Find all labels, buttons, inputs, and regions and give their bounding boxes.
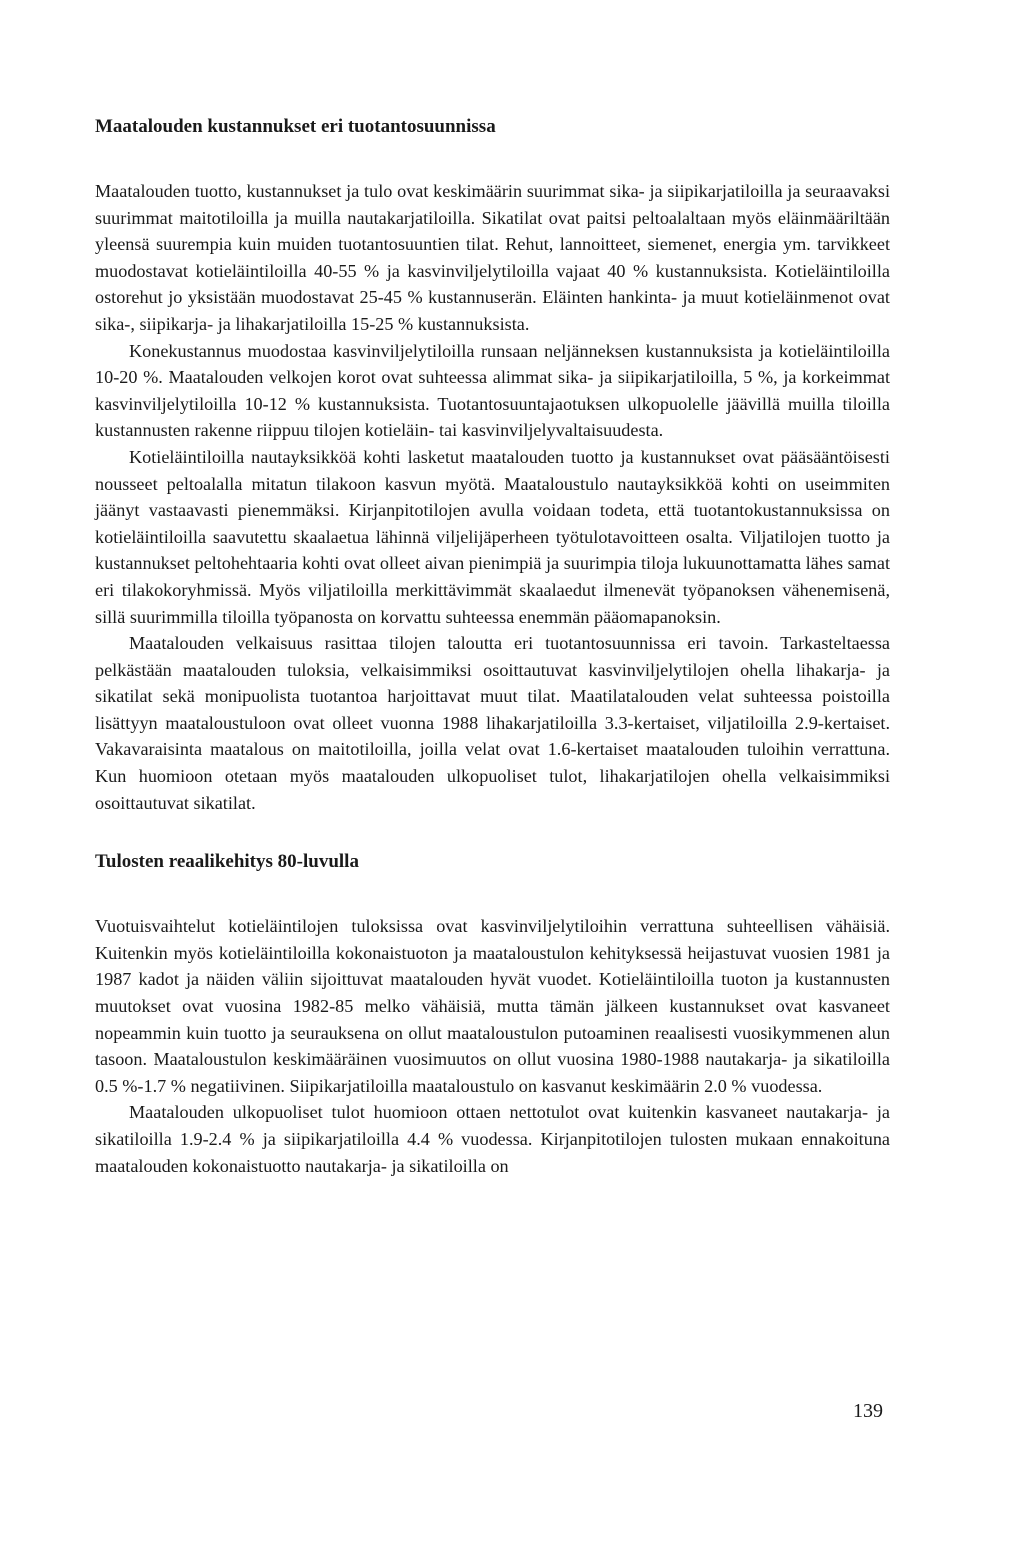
paragraph-costs-4: Maatalouden velkaisuus rasittaa tilojen taloutta eri tuotantosuunnissa eri tavoin. Tarkasteltaessa pelkästään maatalouden tuloksia, velkaisimmiksi osoittautuvat kasvinviljelytilojen ohella lihakarja- ja sikatilat sekä monipuolista tuotantoa harjoittavat muut tilat. Maatilatalouden velat suhteessa poistoilla lisättyyn maataloustuloon ovat olleet vuonna 1988 lihakarjatiloilla 3.3-kertaiset, viljatiloilla 2.9-kertaiset. Vakavaraisinta maatalous on maitotiloilla, joilla velat ovat 1.6-kertaiset maatalouden tuloihin verrattuna. Kun huomioon otetaan myös maatalouden ulkopuoliset tulot, lihakarjatilojen ohella velkaisimmiksi osoittautuvat sikatilat. xyxy=(95,633,890,813)
page-number: 139 xyxy=(853,1400,883,1422)
section-title-costs: Maatalouden kustannukset eri tuotantosuunnissa xyxy=(95,116,496,137)
section-title-real-development: Tulosten reaalikehitys 80-luvulla xyxy=(95,851,359,873)
paragraph-costs-3: Kotieläintiloilla nautayksikköä kohti lasketut maatalouden tuotto ja kustannukset ovat pääsääntöisesti nousseet peltoalalla mitatun tilakoon kasvun myötä. Maataloustulo nautayksikköä kohti on useimmiten jäänyt vastaavasti pienemmäksi. Kirjanpitotilojen avulla voidaan todeta, että tuotantokustannuksissa on kotieläintiloilla saavutettu skaalaetua lähinnä viljelijäperheen työtulotavoitteen osalta. Viljatilojen tuotto ja kustannukset peltohehtaaria kohti ovat olleet aivan pienimpiä ja suurimpia tiloja lukuunottamatta lähes samat eri tilakokoryhmissä. Myös viljatiloilla merkittävimmät skaalaedut ilmenevät työpanoksen vähenemisenä, sillä suurimmilla tiloilla työpanosta on korvattu suhteessa enemmän pääomapanoksin. xyxy=(95,446,890,627)
document-page xyxy=(95,112,890,1179)
paragraph-costs-2: Konekustannus muodostaa kasvinviljelytiloilla runsaan neljänneksen kustannuksista ja kotieläintiloilla 10-20 %. Maatalouden velkojen korot ovat suhteessa alimmat sika- ja siipikarjatiloilla, 5 %, ja korkeimmat kasvinviljelytiloilla 10-12 % kustannuksista. Tuotantosuuntajaotuksen ulkopuolelle jäävillä muilla tiloilla kustannusten rakenne riippuu tilojen kotieläin- tai kasvinviljelyvaltaisuudesta. xyxy=(95,340,890,441)
paragraph-development-1: Vuotuisvaihtelut kotieläintilojen tuloksissa ovat kasvinviljelytiloihin verrattuna suhteellisen vähäisiä. Kuitenkin myös kotieläintiloilla kokonaistuoton ja maataloustulon kehityksessä heijastuvat vuosien 1981 ja 1987 kadot ja näiden väliin sijoittuvat maatalouden hyvät vuodet. Kotieläintiloilla tuoton ja kustannusten muutokset ovat vuosina 1982-85 melko vähäisiä, mutta tämän jälkeen kustannukset ovat kasvaneet nopeammin kuin tuotto ja seurauksena on ollut maataloustulon putoaminen reaalisesti vuosikymmenen alun tasoon. Maataloustulon keskimääräinen vuosimuutos on ollut vuosina 1980-1988 nautakarja- ja sikatiloilla 0.5 %-1.7 % negatiivinen. Siipikarjatiloilla maataloustulo on kasvanut keskimäärin 2.0 % vuodessa. xyxy=(95,916,890,1096)
paragraph-costs-1: Maatalouden tuotto, kustannukset ja tulo ovat keskimäärin suurimmat sika- ja siipikarjatiloilla ja seuraavaksi suurimmat maitotiloilla ja muilla nautakarjatiloilla. Sikatilat ovat paitsi peltoalaltaan myös eläinmääriltään yleensä suurempia kuin muiden tuotantosuuntien tilat. Rehut, lannoitteet, siemenet, energia ym. tarvikkeet muodostavat kotieläintiloilla 40-55 % ja kasvinviljelytiloilla vajaat 40 % kustannuksista. Kotieläintiloilla ostorehut jo yksistään muodostavat 25-45 % kustannuserän. Eläinten hankinta- ja muut kotieläinmenot ovat sika-, siipikarja- ja lihakarjatiloilla 15-25 % kustannuksista. xyxy=(95,181,890,334)
paragraph-development-2: Maatalouden ulkopuoliset tulot huomioon ottaen nettotulot ovat kuitenkin kasvaneet nautakarja- ja sikatiloilla 1.9-2.4 % ja siipikarjatiloilla 4.4 % vuodessa. Kirjanpitotilojen tulosten mukaan ennakoituna maatalouden kokonaistuotto nautakarja- ja sikatiloilla on xyxy=(95,1102,890,1176)
